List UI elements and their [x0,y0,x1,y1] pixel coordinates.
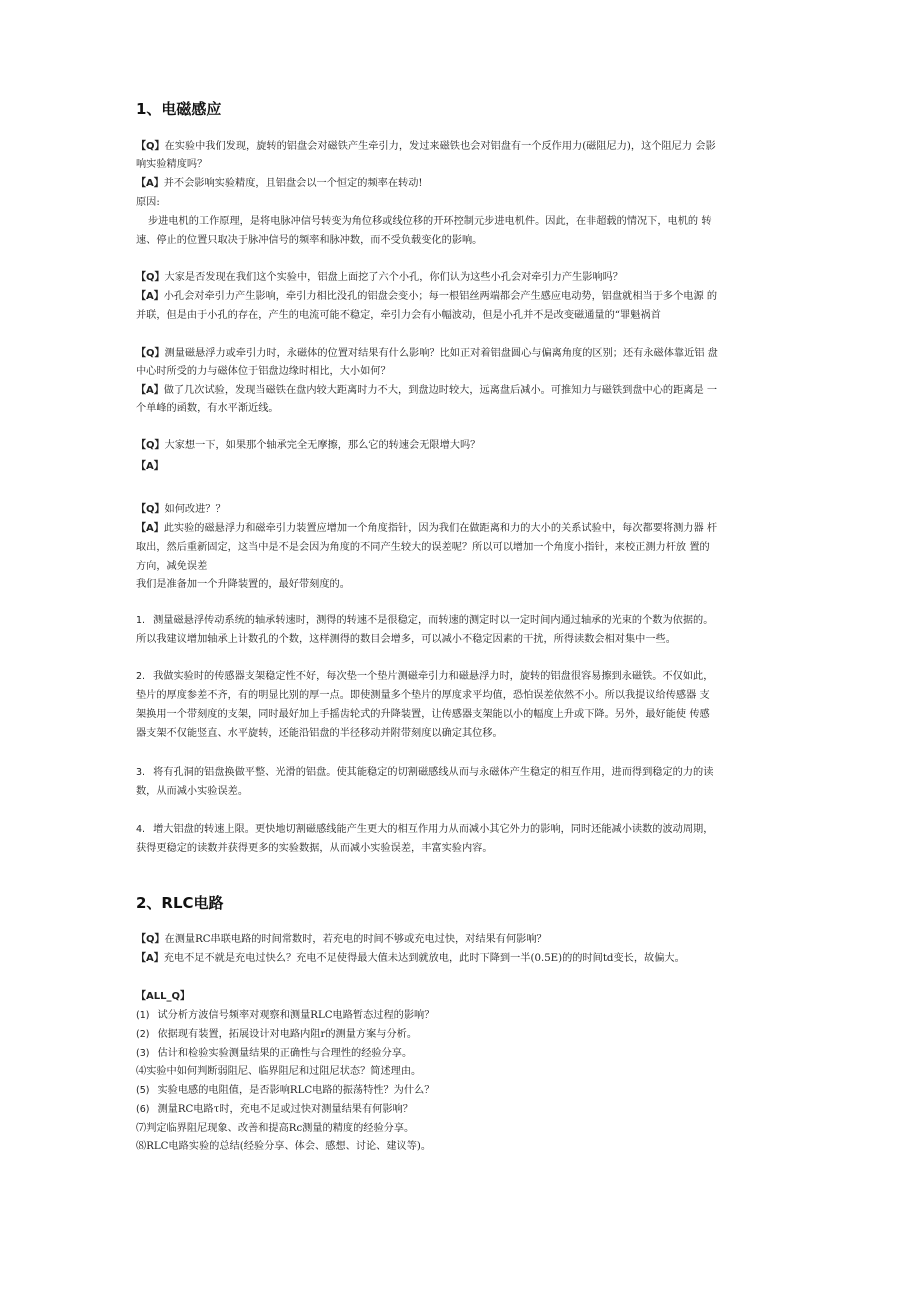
q-tag: 【Q】 [136,348,165,359]
question-number: (6) [136,1104,150,1115]
a-tag: 【A】 [136,953,164,964]
item-text: 增大铝盘的转速上限。更快地切割磁感线能产生更大的相互作用力从而减小其它外力的影响，同时还能减小读数的波动周期， [153,824,714,835]
question-line [136,271,623,284]
question-item [136,1122,414,1135]
answer-line: 取出，然后重新固定，这当中是不是会因为角度的不同产生较大的误差呢？所以可以增加一个角度小指针，来校正测力杆放 置的 [136,542,710,553]
item-text: 我做实验时的传感器支架稳定性不好，每次垫一个垫片测磁牵引力和磁悬浮力时，旋转的铝盘很容易擦到永磁铁。不仅如此， [153,671,714,682]
list-item-line: 器支架不仅能竖直、水平旋转，还能沿铝盘的半径移动并附带刻度以确定其位移。 [136,728,503,739]
answer-text: 此实验的磁悬浮力和磁牵引力装置应增加一个角度指针，因为我们在做距离和力的大小的关系试验中，每次都要将测力器 杆 [163,523,718,534]
question-line [136,933,547,946]
item-number: 1. [136,615,146,626]
question-line [136,439,480,452]
answer-line: 并联，但是由于小孔的存在，产生的电流可能不稳定，牵引力会有小幅波动，但是小孔并不是改变磁通量的“罪魁祸首 [136,310,661,321]
answer-text: 并不会影响实验精度，且铝盘会以一个恒定的频率在转动! [163,178,423,189]
question-number: (2) [136,1029,150,1040]
list-item-line: 架换用一个带刻度的支架，同时最好加上手摇齿轮式的升降装置，让传感器支架能以小的幅度上升或下降。另外，最好能使 传感 [136,709,710,720]
answer-line: 我们是准备加一个升降装置的，最好带刻度的。 [136,579,350,590]
a-tag: 【A】 [136,461,164,472]
list-item [136,823,713,836]
question-number: ⑺ [136,1123,147,1134]
question-text: 判定临界阻尼现象、改善和提高Rc测量的精度的经验分享。 [146,1123,415,1134]
question-line [136,347,718,360]
item-number: 4. [136,824,146,835]
question-text: 实验中如何判断弱阻尼、临界阻尼和过阻尼状态？简述理由。 [146,1066,422,1077]
question-text: 实验电感的电阻值，是否影响RLC电路的振荡特性？为什么？ [157,1085,435,1096]
item-number: 3. [136,767,146,778]
question-line: 中心时所受的力与磁体位于铝盘边缘时相比，大小如何？ [136,366,391,377]
question-item [136,1009,434,1022]
question-item [136,1140,431,1153]
a-tag: 【A】 [136,291,164,302]
list-item-line: 获得更稳定的读数并获得更多的实验数据，从而减小实验误差，丰富实验内容。 [136,843,493,854]
reason-label: 原因: [136,197,160,208]
question-number: (3) [136,1048,150,1059]
question-text: 依据现有装置，拓展设计对电路内阻r的测量方案与分析。 [157,1029,418,1040]
q-tag: 【Q】 [136,272,165,283]
reason-line: 速、停止的位置只取决于脉冲信号的频率和脉冲数，而不受负载变化的影响。 [136,235,483,246]
question-item [136,1065,421,1078]
question-item [136,1103,413,1116]
answer-line [136,522,717,535]
question-line [136,140,716,153]
question-text: 估计和检验实验测量结果的正确性与合理性的经验分享。 [157,1048,413,1059]
a-tag: 【A】 [136,385,164,396]
question-text: RLC电路实验的总结(经验分享、体会、感想、讨论、建议等)。 [146,1141,432,1152]
q-tag: 【Q】 [136,141,165,152]
question-text: 测量RC电路τ时，充电不足或过快对测量结果有何影响？ [157,1104,413,1115]
all-q-tag: 【ALL_Q】 [136,991,190,1002]
item-text: 将有孔洞的铝盘换做平整、光滑的铝盘。使其能稳定的切割磁感线从而与永磁体产生稳定的相互作用，进而得到稳定的力的读 [153,767,714,778]
answer-line: 个单峰的函数，有水平渐近线。 [136,403,279,414]
reason-line: 步进电机的工作原理，是将电脉冲信号转变为角位移或线位移的开环控制元步进电机件。因此，在非超载的情况下，电机的 转 [148,216,712,227]
question-text: 测量磁悬浮力或牵引力时，永磁体的位置对结果有什么影响？比如正对着铝盘圆心与偏离角度的区别；还有永磁体靠近铝 盘 [164,348,718,359]
question-item [136,1047,412,1060]
question-text: 大家想一下，如果那个轴承完全无摩擦，那么它的转速会无限增大吗？ [164,440,481,451]
list-item-line: 垫片的厚度参差不齐，有的明显比别的厚一点。即使测量多个垫片的厚度求平均值，恐怕误差依然不小。所以我提议给传感器 支 [136,690,710,701]
list-item [136,670,713,683]
a-tag: 【A】 [136,523,164,534]
list-item [136,614,713,627]
answer-line [136,460,164,473]
question-number: (5) [136,1085,150,1096]
answer-line: 方向，减免误差 [136,561,208,572]
list-item-line: 数，从而减小实验误差。 [136,786,249,797]
question-item [136,1084,434,1097]
question-text: 在实验中我们发现，旋转的铝盘会对磁铁产生牵引力，发过来磁铁也会对铝盘有一个反作用力(磁阻尼力)，这个阻尼力 会影 [164,141,716,152]
all-q-label [136,990,190,1003]
question-number: ⑻ [136,1141,147,1152]
q-tag: 【Q】 [136,504,165,515]
question-text: 在测量RC串联电路的时间常数时，若充电的时间不够或充电过快，对结果有何影响？ [164,934,547,945]
a-tag: 【A】 [136,178,164,189]
q-tag: 【Q】 [136,440,165,451]
question-text: 大家是否发现在我们这个实验中，铝盘上面挖了六个小孔，你们认为这些小孔会对牵引力产生影响吗？ [164,272,623,283]
answer-line [136,177,423,190]
question-text: 试分析方波信号频率对观察和测量RLC电路暂态过程的影响？ [157,1010,435,1021]
answer-text: 做了几次试验，发现当磁铁在盘内较大距离时力不大，到盘边时较大，远离盘后减小。可推知力与磁铁到盘中心的距离是 一 [163,385,718,396]
answer-text: 充电不足不就是充电过快么？充电不足使得最大值未达到就放电，此时下降到一半(0.5E)的的时间td变长，故偏大。 [163,953,685,964]
list-item [136,766,713,779]
item-number: 2. [136,671,146,682]
section-heading: 1、电磁感应 [136,100,222,118]
item-text: 测量磁悬浮传动系统的轴承转速时，测得的转速不是很稳定，而转速的测定时以一定时间内通过轴承的光束的个数为依据的。 [153,615,714,626]
list-item-line: 所以我建议增加轴承上计数孔的个数，这样测得的数目会增多，可以减小不稳定因素的干扰，所得读数会相对集中一些。 [136,634,676,645]
question-line [136,503,226,516]
answer-text: 小孔会对牵引力产生影响，牵引力相比没孔的铝盘会变小；每一根铝丝两端都会产生感应电动势，铝盘就相当于多个电源 的 [163,291,718,302]
answer-line [136,384,717,397]
question-number: (1) [136,1010,150,1021]
answer-line [136,952,685,965]
answer-line [136,290,717,303]
section-heading: 2、RLC电路 [136,894,224,912]
question-text: 如何改进？？ [164,504,226,515]
question-line: 响实验精度吗？ [136,159,208,170]
q-tag: 【Q】 [136,934,165,945]
question-item [136,1028,417,1041]
question-number: ⑷ [136,1066,147,1077]
